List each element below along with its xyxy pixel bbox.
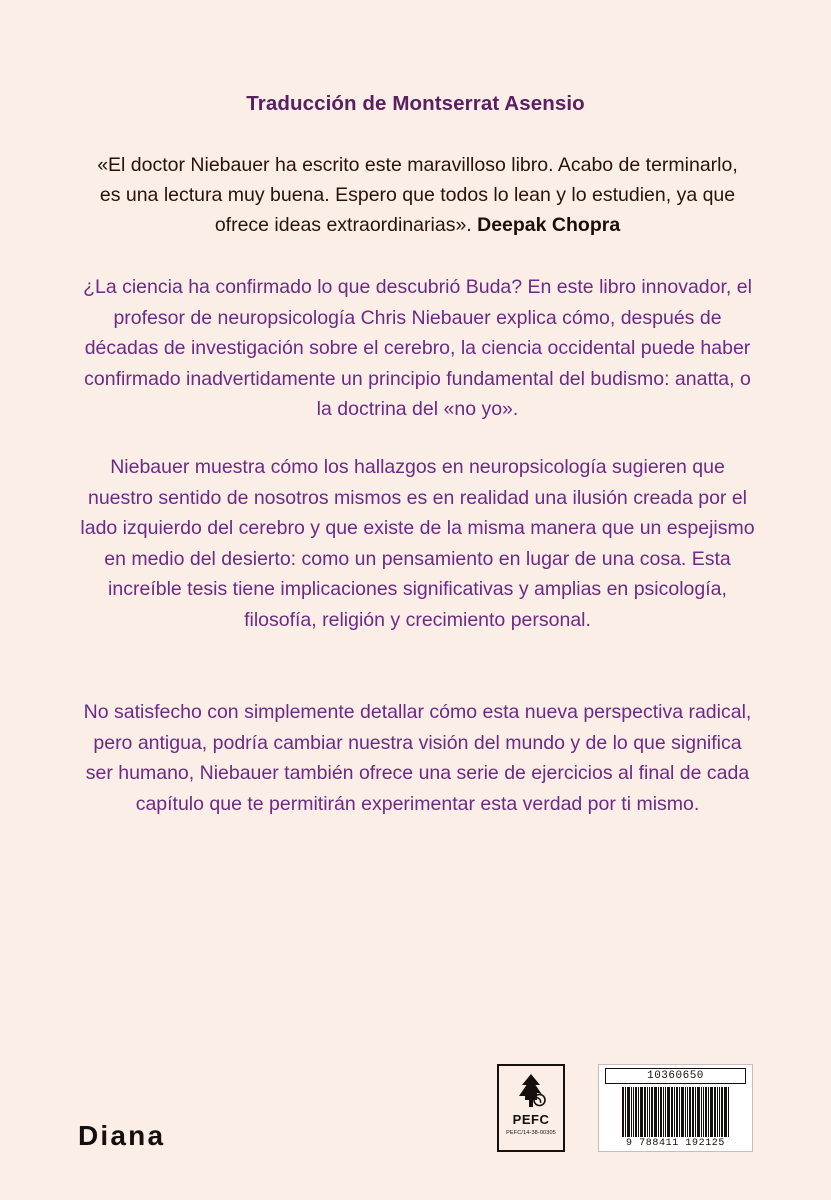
barcode-isbn: 9 788411 192125 [625,1138,725,1149]
pefc-certification-mark [497,1064,565,1152]
pefc-code: PEFC/14-38-00305 [506,1130,556,1136]
translator-credit: Traducción de Montserrat Asensio [246,92,585,115]
blurb-text: «El doctor Niebauer ha escrito este maravilloso libro. Acabo de terminarlo, es una lectura muy buena. Espero que todos lo lean y lo estudien, ya que ofrece ideas extraordinarias». [97,154,738,236]
blurb-attribution: Deepak Chopra [477,214,621,236]
body-paragraph-1: ¿La ciencia ha confirmado lo que descubrió Buda? En este libro innovador, el profesor de neuropsicología Chris Niebauer explica cómo, después de décadas de investigación sobre el cerebro, la ciencia occidental puede haber confirmado inadvertidamente un principio fundamental del budismo: anatta, o la doctrina del «no yo». [83,276,752,420]
publisher-logo: Diana [78,1120,166,1151]
barcode [598,1064,753,1152]
body-paragraph-3: No satisfecho con simplemente detallar cómo esta nueva perspectiva radical, pero antigua, podría cambiar nuestra visión del mundo y de lo que significa ser humano, Niebauer también ofrece una serie de ejercicios al final de cada capítulo que te permitirán experimentar esta verdad por ti mismo. [83,701,752,815]
pefc-label: PEFC [512,1112,550,1127]
body-paragraph-2: Niebauer muestra cómo los hallazgos en neuropsicología sugieren que nuestro sentido de nosotros mismos es en realidad una ilusión creada por el lado izquierdo del cerebro y que existe de la misma manera que un espejismo en medio del desierto: como un pensamiento en lugar de una cosa. Esta increíble tesis tiene implicaciones significativas y amplias en psicología, filosofía, religión y crecimiento personal. [80,456,755,631]
footer [0,1030,831,1200]
barcode-top-number: 10360650 [605,1068,746,1084]
pefc-tree-icon [511,1071,551,1111]
barcode-bars [605,1087,746,1137]
blurb-quote [95,150,740,240]
